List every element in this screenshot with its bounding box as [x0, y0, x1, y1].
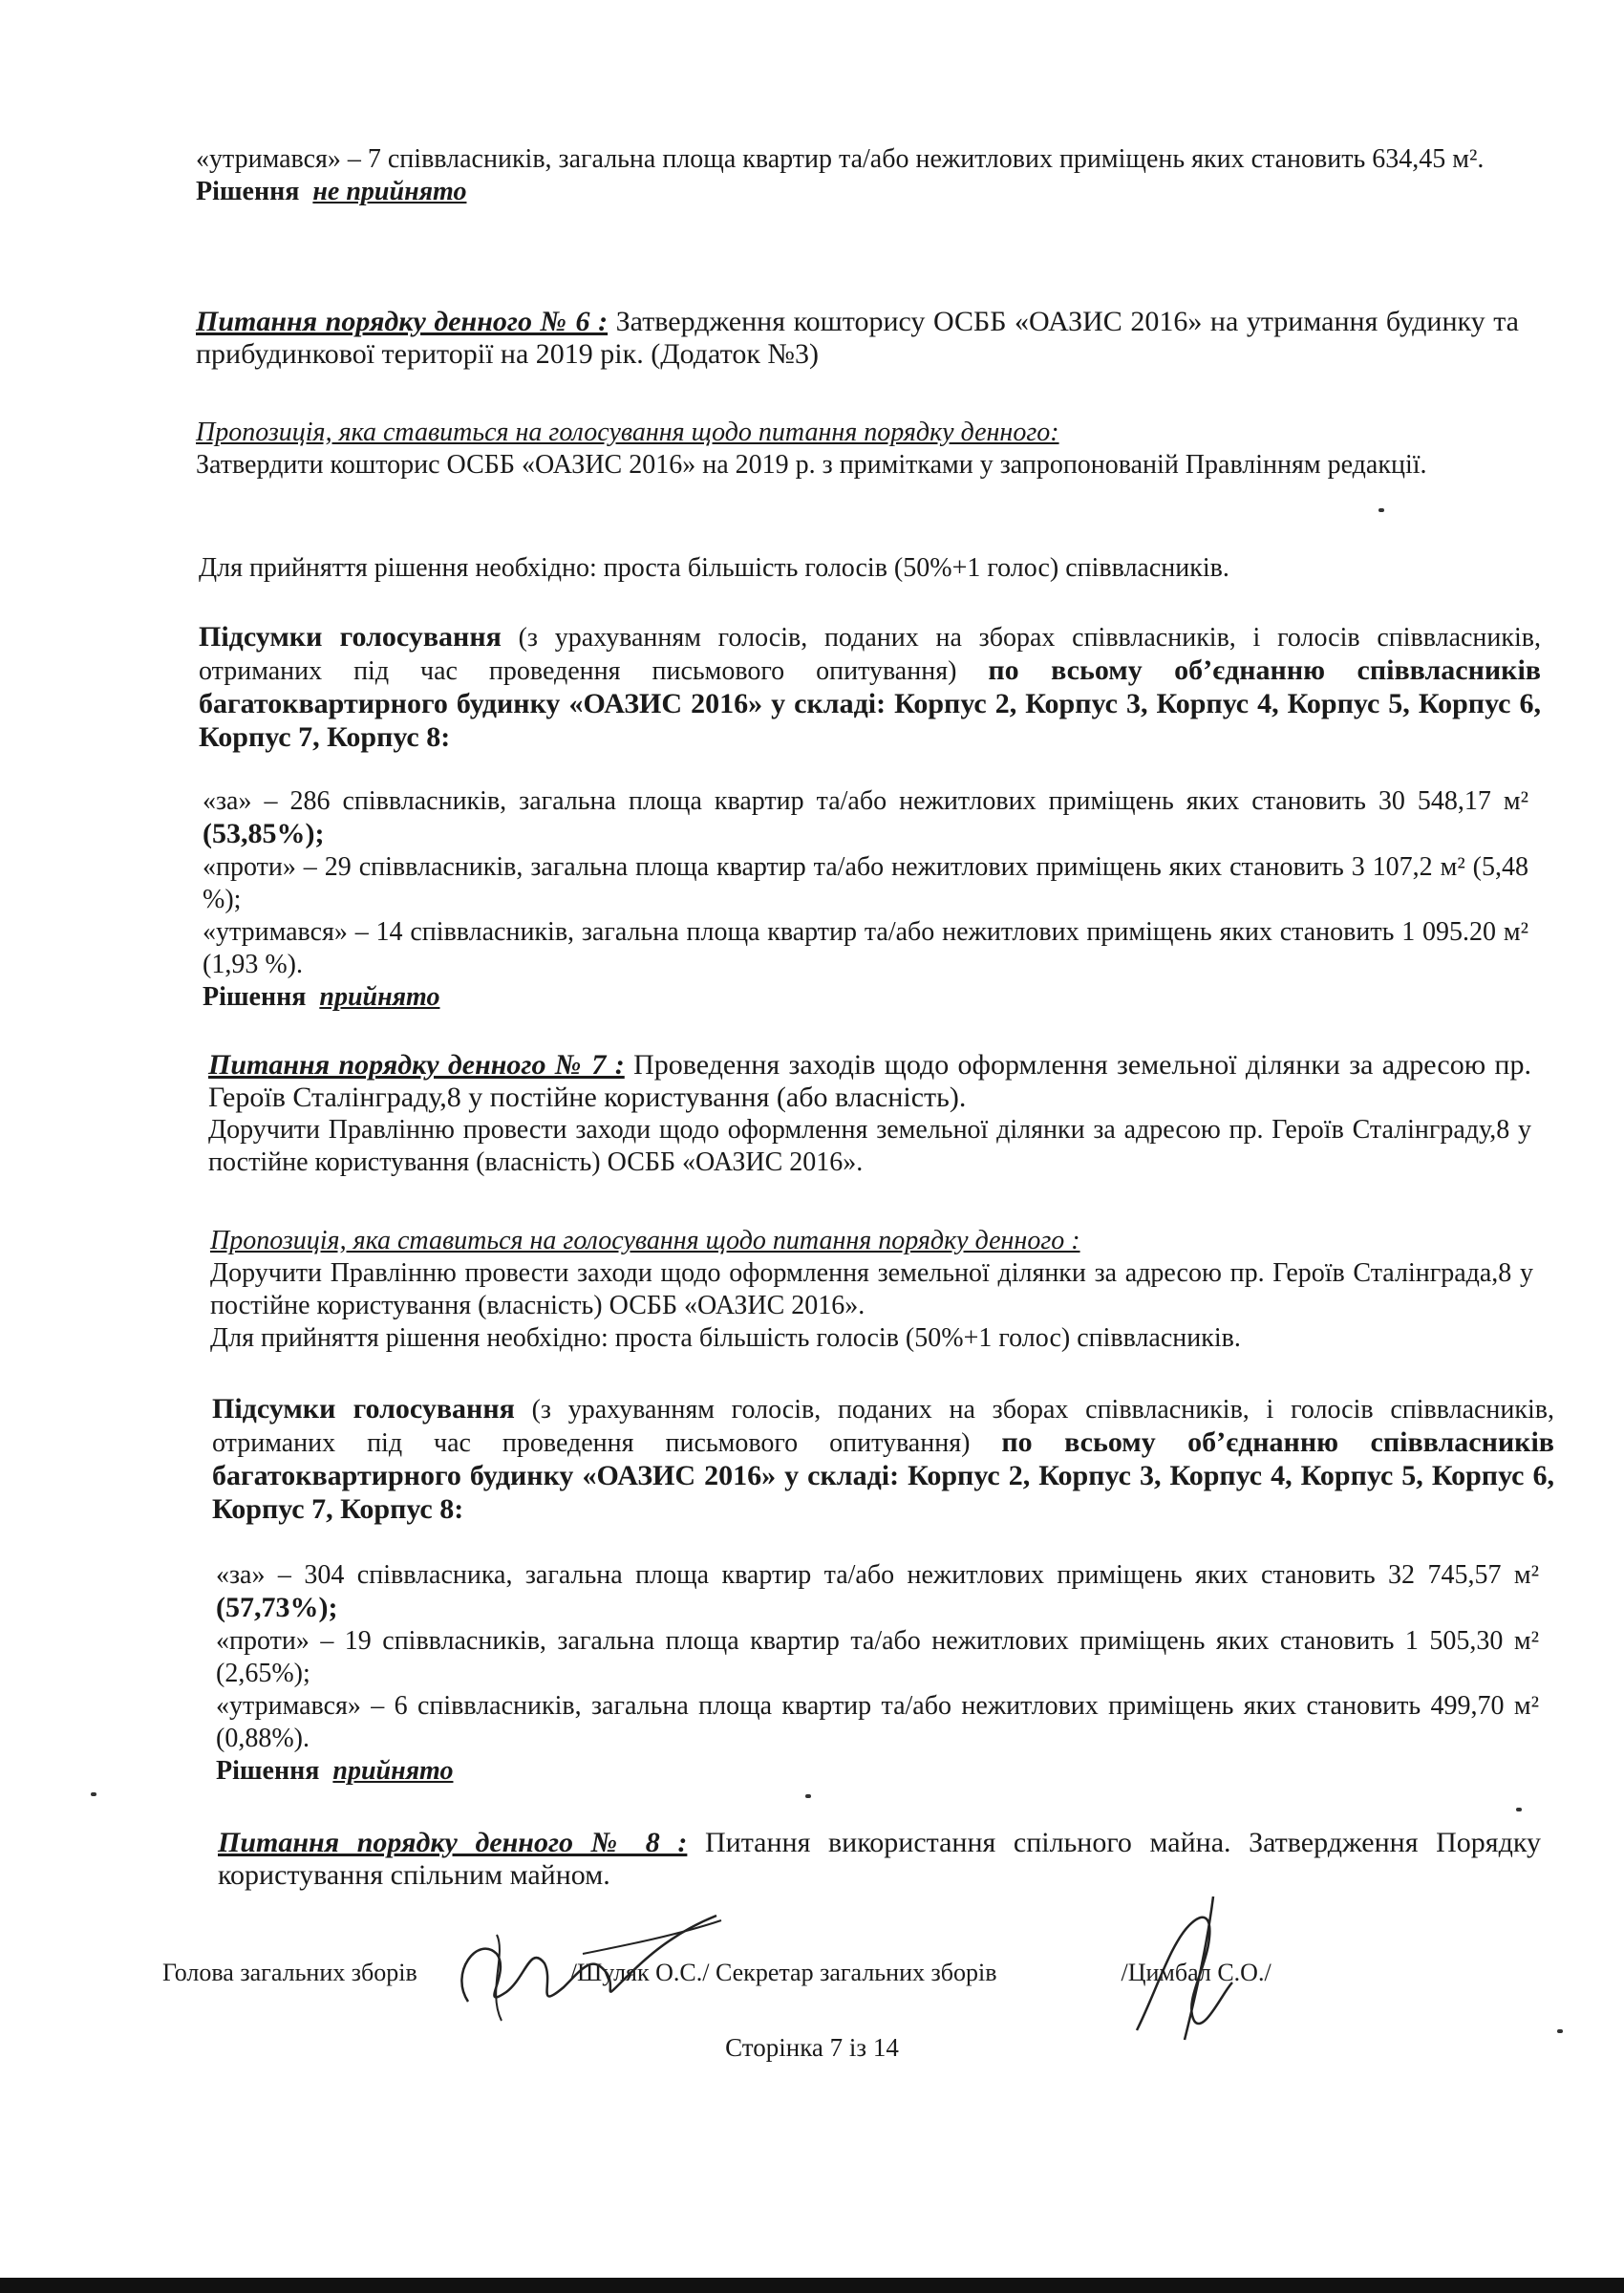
q6-for-pct: (53,85%);	[203, 818, 325, 849]
q6-title: Питання порядку денного № 6 :	[196, 306, 609, 337]
q7-results	[212, 1393, 1554, 1527]
q6-against: «проти» – 29 співвласників, загальна площа квартир та/або нежитлових приміщень яких становить 3 107,2 м² (5,48 %);	[203, 852, 1528, 914]
q6-results	[199, 621, 1541, 755]
q6-heading	[196, 306, 1519, 371]
q7-decision-label: Рішення	[216, 1756, 320, 1786]
q7-votes	[216, 1559, 1539, 1788]
q7-title: Питання порядку денного № 7 :	[208, 1049, 625, 1081]
q7-for-pct: (57,73%);	[216, 1592, 338, 1623]
q7-results-title: Підсумки голосування	[212, 1393, 515, 1425]
q7-requirement: Для прийняття рішення необхідно: проста більшість голосів (50%+1 голос) співвласників.	[210, 1323, 1241, 1353]
scan-speck	[91, 1792, 96, 1796]
chair-name: /Шуляк О.С./	[569, 1959, 710, 1986]
q6-results-title: Підсумки голосування	[199, 621, 502, 653]
scan-speck	[1516, 1808, 1522, 1811]
chair-signature	[439, 1897, 726, 2040]
q6-proposal-text: Затвердити кошторис ОСББ «ОАЗИС 2016» на 2019 р. з примітками у запропонованій Правлінням редакції.	[196, 450, 1427, 480]
q6-requirement	[199, 552, 1522, 585]
chair-label: Голова загальних зборів	[162, 1959, 417, 1986]
q6-votes	[203, 785, 1528, 1014]
q7-decision-value: прийнято	[332, 1756, 454, 1786]
q8-heading	[218, 1827, 1541, 1892]
signature-line	[162, 1959, 1500, 1987]
scan-speck	[1378, 508, 1384, 512]
page-number: Сторінка 7 із 14	[725, 2033, 899, 2062]
q6-decision	[203, 981, 1528, 1014]
q7-heading	[208, 1049, 1531, 1179]
q7-results-text: (з урахуванням голосів, поданих на зборах співвласників, і голосів співвласників, отриманих під час проведення письмового опитування)	[212, 1395, 1554, 1458]
top-section	[196, 143, 1514, 208]
q7-for-text: «за» – 304 співвласника, загальна площа квартир та/або нежитлових приміщень яких становить 32 745,57 м²	[216, 1560, 1539, 1590]
q7-against: «проти» – 19 співвласників, загальна площа квартир та/або нежитлових приміщень яких становить 1 505,30 м² (2,65%);	[216, 1626, 1539, 1688]
secretary-signature	[1118, 1887, 1261, 2049]
q7-proposal-text: Доручити Правлінню провести заходи щодо оформлення земельної ділянки за адресою пр. Героїв Сталінграда,8 у постійне користування (власність) ОСББ «ОАЗИС 2016».	[210, 1258, 1533, 1320]
q6-decision-value: прийнято	[319, 982, 440, 1012]
q6-requirement-text: Для прийняття рішення необхідно: проста більшість голосів (50%+1 голос) співвласників.	[199, 553, 1229, 583]
q6-for-text: «за» – 286 співвласників, загальна площа квартир та/або нежитлових приміщень яких становить 30 548,17 м²	[203, 786, 1528, 816]
q6-proposal-label: Пропозиція, яка ставиться на голосування щодо питання порядку денного:	[196, 418, 1059, 447]
q7-text: Проведення заходів щодо оформлення земельної ділянки за адресою пр. Героїв Сталінграду,8 у постійне користування (або власність).	[208, 1049, 1531, 1113]
secretary-name: /Цимбал С.О./	[1121, 1959, 1271, 1986]
q7-results-scope: по всьому об’єднанню співвласників багатоквартирного будинку «ОАЗИС 2016» у складі: Корпус 2, Корпус 3, Корпус 4, Корпус 5, Корпус 6, Корпус 7, Корпус 8:	[212, 1426, 1554, 1525]
q8-title: Питання порядку денного № 8 :	[218, 1827, 688, 1858]
q6-results-scope: по всьому об’єднанню співвласників багатоквартирного будинку «ОАЗИС 2016» у складі: Корпус 2, Корпус 3, Корпус 4, Корпус 5, Корпус 6, Корпус 7, Корпус 8:	[199, 654, 1541, 753]
q8-text: Питання використання спільного майна. Затвердження Порядку користування спільним майном.	[218, 1827, 1541, 1891]
top-decision-label: Рішення	[196, 177, 300, 206]
q6-proposal	[196, 417, 1519, 482]
q6-text: Затвердження кошторису ОСББ «ОАЗИС 2016» на утримання будинку та прибудинкової території на 2019 рік. (Додаток №3)	[196, 306, 1519, 370]
top-abstained: «утримався» – 7 співвласників, загальна площа квартир та/або нежитлових приміщень яких становить 634,45 м².	[196, 144, 1485, 174]
scan-speck	[1557, 2029, 1563, 2033]
q7-proposal	[210, 1225, 1533, 1355]
q7-proposal-label: Пропозиція, яка ставиться на голосування щодо питання порядку денного :	[210, 1226, 1080, 1255]
secretary-label: Секретар загальних зборів	[715, 1959, 997, 1986]
top-decision-value: не прийнято	[312, 177, 467, 206]
q7-text2: Доручити Правлінню провести заходи щодо оформлення земельної ділянки за адресою пр. Героїв Сталінграду,8 у постійне користування (власність) ОСББ «ОАЗИС 2016».	[208, 1115, 1531, 1177]
q7-abstained: «утримався» – 6 співвласників, загальна площа квартир та/або нежитлових приміщень яких становить 499,70 м² (0,88%).	[216, 1691, 1539, 1753]
scan-speck	[805, 1794, 811, 1798]
q6-abstained: «утримався» – 14 співвласників, загальна площа квартир та/або нежитлових приміщень яких становить 1 095.20 м² (1,93 %).	[203, 917, 1528, 979]
scan-edge	[0, 2278, 1624, 2293]
q7-decision	[216, 1755, 1539, 1788]
q6-results-text: (з урахуванням голосів, поданих на зборах співвласників, і голосів співвласників, отриманих під час проведення письмового опитування)	[199, 623, 1541, 686]
top-decision	[196, 176, 1514, 208]
q6-decision-label: Рішення	[203, 982, 307, 1012]
